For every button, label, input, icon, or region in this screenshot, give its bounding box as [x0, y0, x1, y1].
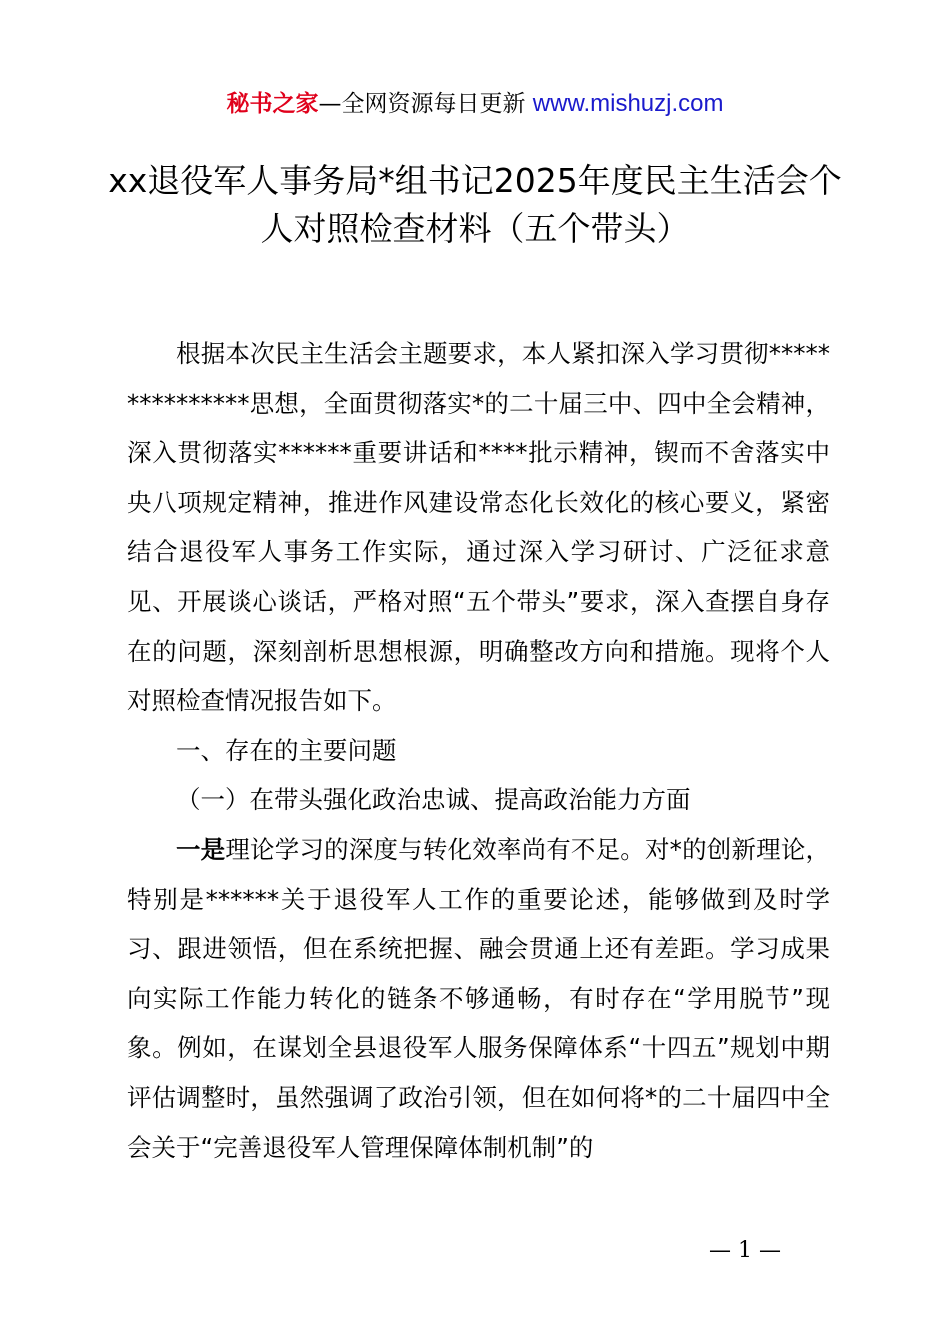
paragraph-text: 根据本次民主生活会主题要求，本人紧扣深入学习贯彻***************思想，全面贯彻落实*的二十届三中、四中全会精神，深入贯彻落实******重要讲话和****批示精神，锲而不舍落实中央八项规定精神，推进作风建设常态化长效化的核心要义，紧密结合退役军人事务工作实际，通过深入学习研讨、广泛征求意见、开展谈心谈话，严格对照“五个带头”要求，深入查摆自身存在的问题，深刻剖析思想根源，明确整改方向和措施。现将个人对照检查情况报告如下。 [127, 339, 830, 716]
brand-name: 秘书之家 [226, 91, 319, 117]
site-header [0, 86, 950, 122]
paragraph-text: （一）在带头强化政治忠诚、提高政治能力方面 [176, 785, 691, 815]
section-heading [127, 726, 830, 776]
document-body [127, 329, 830, 1172]
intro-paragraph [127, 329, 830, 726]
paragraph-text: 一、存在的主要问题 [176, 735, 397, 765]
paragraph-text: 理论学习的深度与转化效率尚有不足。对*的创新理论，特别是******关于退役军人工作的重要论述，能够做到及时学习、跟进领悟，但在系统把握、融会贯通上还有差距。学习成果向实际工作能力转化的链条不够通畅，有时存在“学用脱节”现象。例如，在谋划全县退役军人服务保障体系“十四五”规划中期评估调整时，虽然强调了政治引领，但在如何将*的二十届四中全会关于“完善退役军人管理保障体制机制”的 [127, 834, 831, 1162]
issue-paragraph [127, 825, 830, 1172]
paragraph-lead: 一是 [176, 834, 226, 864]
page-number: — 1 — [709, 1238, 781, 1263]
header-slogan: —全网资源每日更新 [318, 91, 533, 117]
subsection-heading [127, 775, 830, 825]
site-url-link[interactable]: www.mishuzj.com [532, 90, 724, 117]
document-title: xx退役军人事务局*组书记2025年度民主生活会个人对照检查材料（五个带头） [108, 161, 842, 248]
